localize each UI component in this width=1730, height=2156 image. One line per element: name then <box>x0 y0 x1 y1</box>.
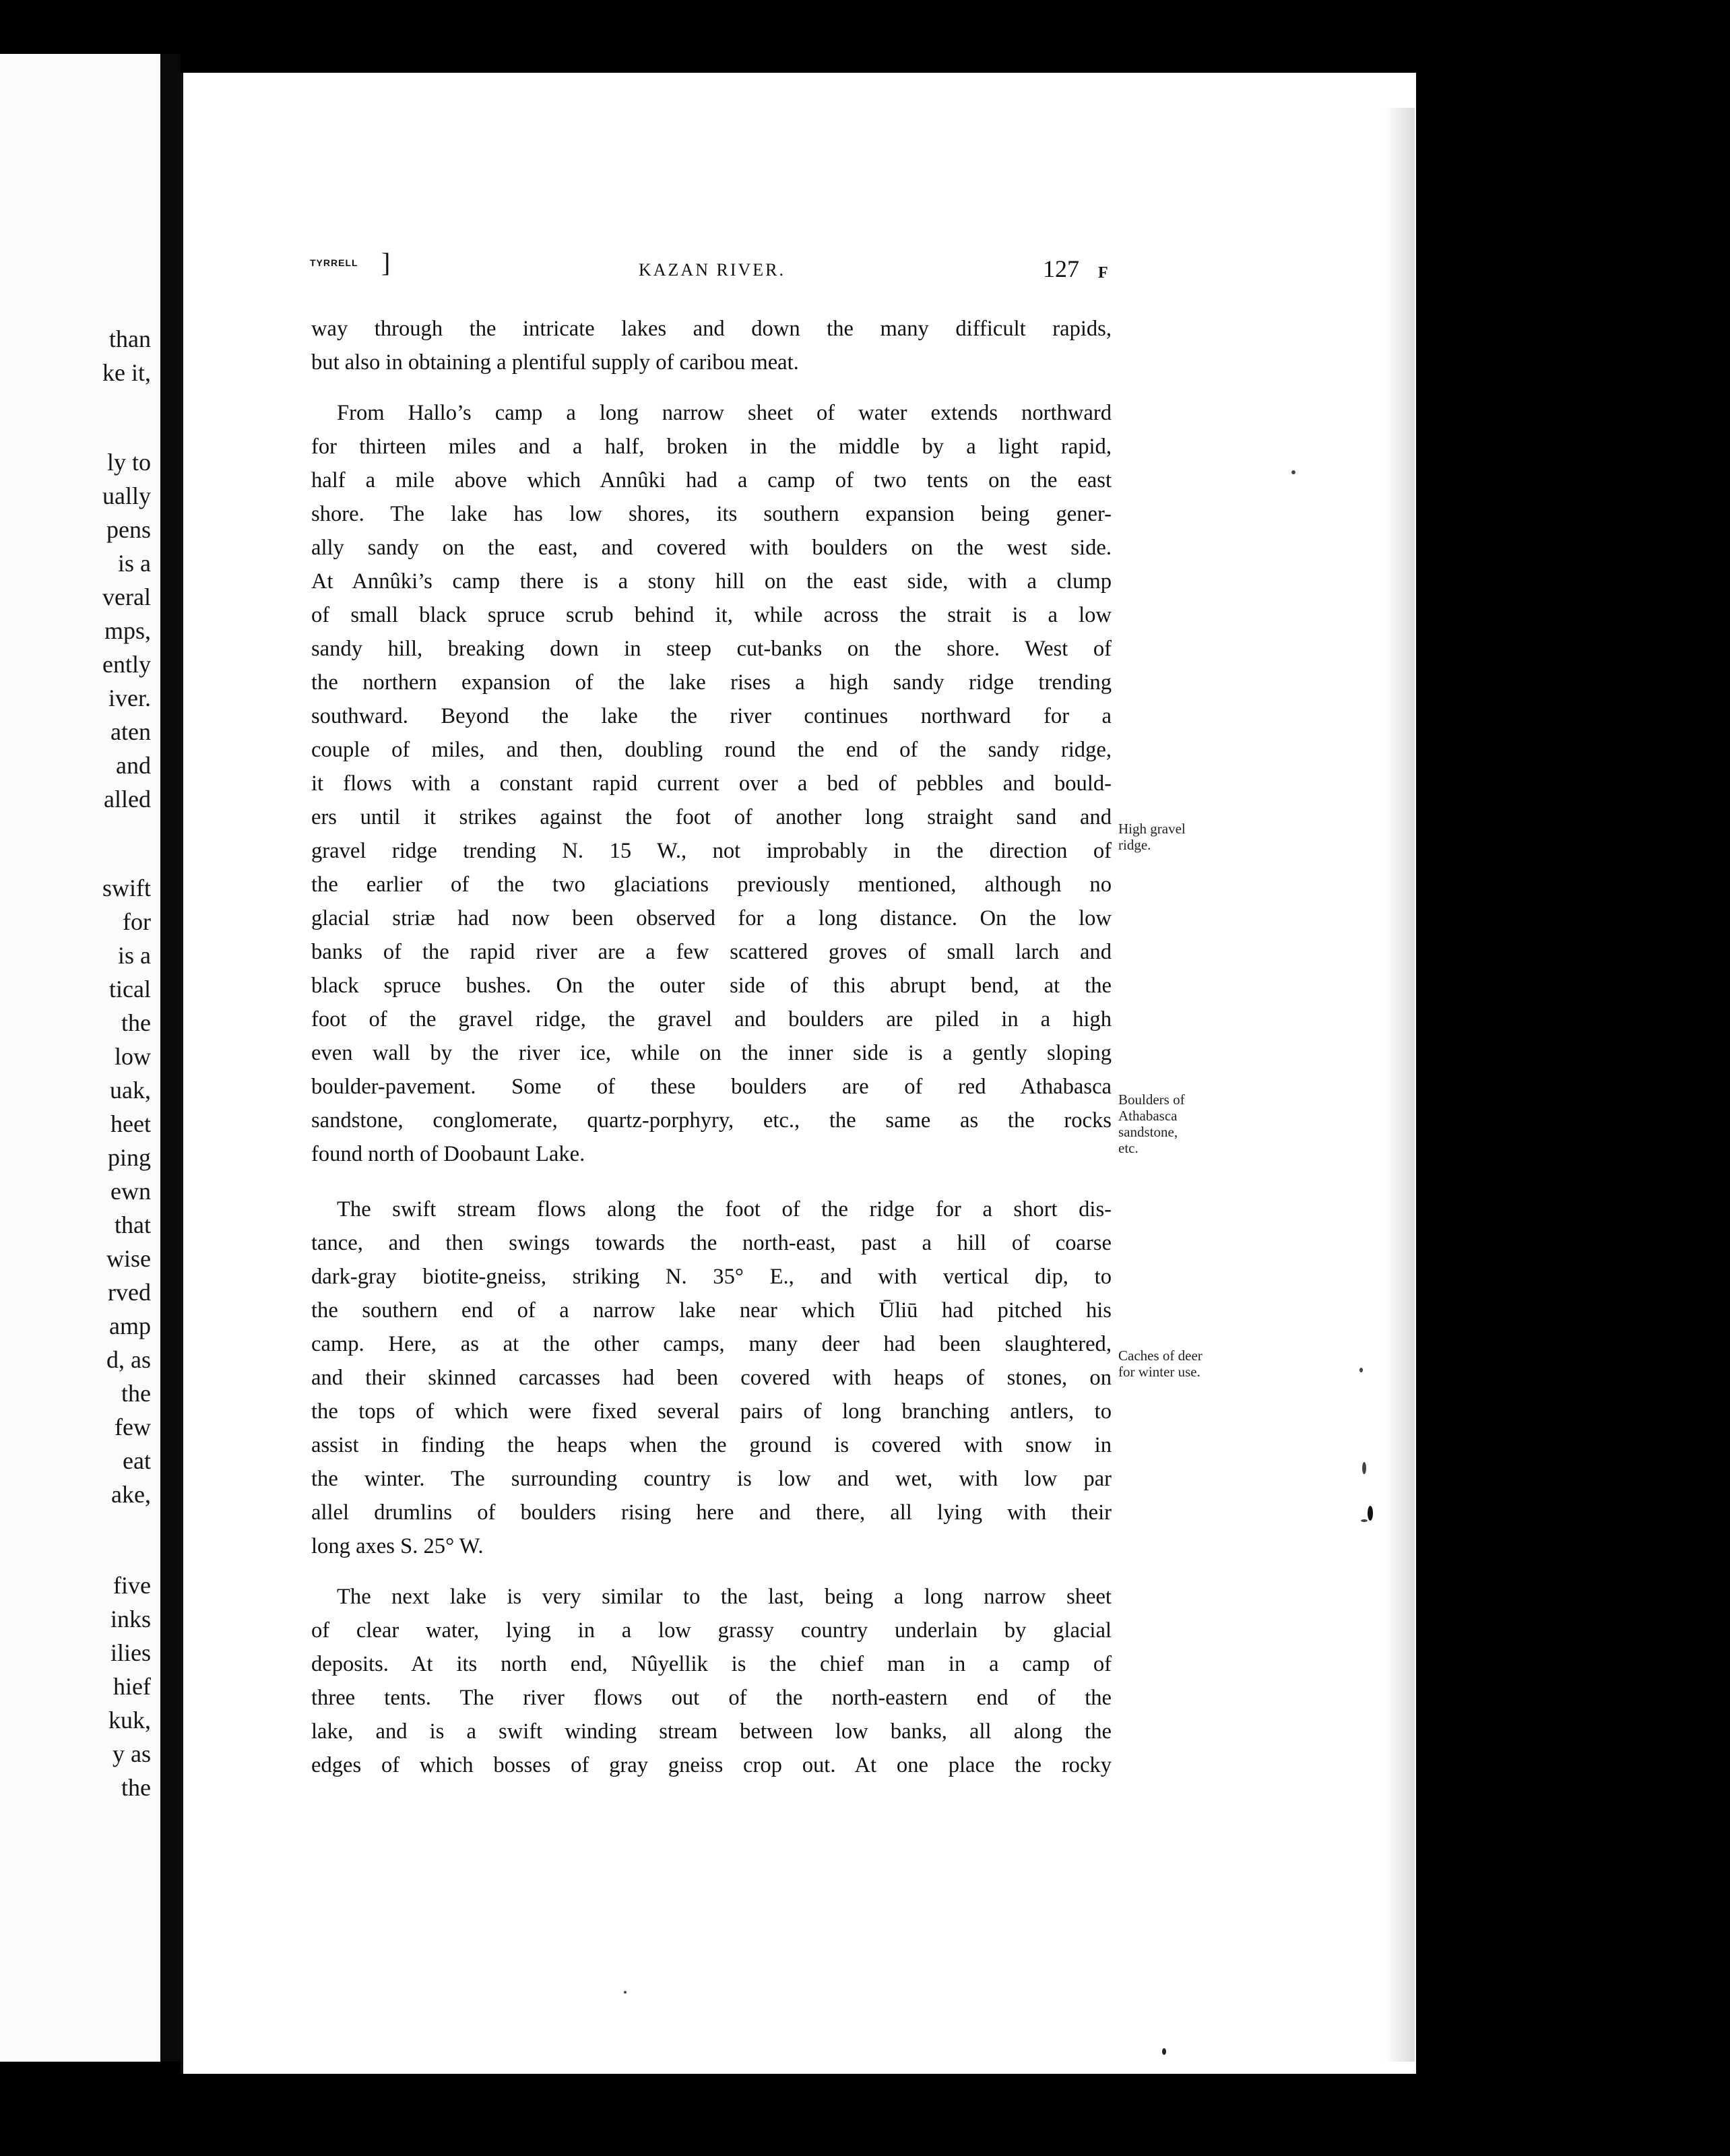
sidenote-gravel-ridge <box>1118 821 1186 853</box>
facing-page-fragment: ually <box>102 482 151 509</box>
text-line: the tops of which were fixed several pairs of long branching antlers, to <box>311 1399 1112 1424</box>
text-line: assist in finding the heaps when the ground is covered with snow in <box>311 1433 1112 1457</box>
text-line: tance, and then swings towards the north-east, past a hill of coarse <box>311 1231 1112 1255</box>
text-line: and their skinned carcasses had been covered with heaps of stones, on <box>311 1366 1112 1390</box>
facing-page-fragment: the <box>121 1009 151 1036</box>
text-line: shore. The lake has low shores, its southern expansion being gener- <box>311 502 1112 526</box>
facing-page-fragment: is a <box>118 942 151 969</box>
text-line: black spruce bushes. On the outer side of this abrupt bend, at the <box>311 974 1112 998</box>
text-line: it flows with a constant rapid current over a bed of pebbles and bould- <box>311 771 1112 796</box>
facing-page-fragment: five <box>113 1572 151 1599</box>
text-line: couple of miles, and then, doubling round the end of the sandy ridge, <box>311 738 1112 762</box>
text-line: allel drumlins of boulders rising here and there, all lying with their <box>311 1500 1112 1525</box>
facing-page-fragment: the <box>121 1380 151 1407</box>
facing-page-fragment: ping <box>107 1144 151 1171</box>
facing-page-fragment: uak, <box>110 1077 151 1104</box>
text-line: From Hallo’s camp a long narrow sheet of water extends northward <box>337 401 1112 425</box>
facing-page-fragment: than <box>109 325 151 352</box>
text-line: of small black spruce scrub behind it, while across the strait is a low <box>311 603 1112 627</box>
text-line: sandy hill, breaking down in steep cut-banks on the shore. West of <box>311 637 1112 661</box>
text-line: half a mile above which Annûki had a camp of two tents on the east <box>311 468 1112 493</box>
facing-page-fragment: ake, <box>111 1481 151 1508</box>
book-gutter <box>160 54 181 2062</box>
text-line: even wall by the river ice, while on the inner side is a gently sloping <box>311 1041 1112 1065</box>
text-line: camp. Here, as at the other camps, many deer had been slaughtered, <box>311 1332 1112 1356</box>
facing-page-fragment: few <box>115 1414 151 1440</box>
page-part-letter: F <box>1098 264 1108 282</box>
text-line: but also in obtaining a plentiful supply of caribou meat. <box>311 350 799 375</box>
scan-speck <box>1359 1368 1363 1372</box>
text-line: sandstone, conglomerate, quartz-porphyry, etc., the same as the rocks <box>311 1108 1112 1133</box>
text-line: southward. Beyond the lake the river continues northward for a <box>311 704 1112 728</box>
facing-page-fragment: ly to <box>106 449 151 476</box>
text-line: foot of the gravel ridge, the gravel and boulders are piled in a high <box>311 1007 1112 1032</box>
sidenote-line: Athabasca <box>1118 1108 1178 1124</box>
text-line: lake, and is a swift winding stream between low banks, all along the <box>311 1719 1112 1744</box>
sidenote-line: etc. <box>1118 1140 1139 1157</box>
facing-page-fragment: d, as <box>106 1346 151 1373</box>
text-line: way through the intricate lakes and down the many difficult rapids, <box>311 317 1112 341</box>
sidenote-line: Caches of deer <box>1118 1348 1203 1364</box>
facing-page-fragment: veral <box>102 583 151 610</box>
scan-speck <box>624 1991 627 1994</box>
running-head-author: TYRRELL <box>310 257 358 268</box>
running-head-bracket: ] <box>381 247 391 278</box>
text-line: ally sandy on the east, and covered with boulders on the west side. <box>311 536 1112 560</box>
text-line: boulder-pavement. Some of these boulders are of red Athabasca <box>311 1075 1112 1099</box>
facing-page-fragment: swift <box>102 875 151 901</box>
running-head-title: KAZAN RIVER. <box>639 260 786 280</box>
text-line: The swift stream flows along the foot of the ridge for a short dis- <box>337 1197 1112 1222</box>
facing-page-fragment: amp <box>109 1312 151 1339</box>
facing-page-fragment: ilies <box>110 1639 151 1666</box>
scan-speck <box>1162 2048 1166 2055</box>
sidenote-line: for winter use. <box>1118 1364 1200 1381</box>
sidenote-line: sandstone, <box>1118 1124 1178 1141</box>
facing-page-fragment: alled <box>104 786 151 813</box>
text-line: the northern expansion of the lake rises a high sandy ridge trending <box>311 670 1112 695</box>
page-number: 127 <box>1043 255 1079 282</box>
facing-page-edge <box>0 54 162 2062</box>
text-line: the southern end of a narrow lake near which Ūliū had pitched his <box>311 1298 1112 1323</box>
facing-page-fragment: iver. <box>108 685 151 711</box>
facing-page-fragment: hief <box>113 1673 151 1700</box>
facing-page-fragment: y as <box>113 1740 151 1767</box>
facing-page-fragment: kuk, <box>108 1707 151 1734</box>
text-line: deposits. At its north end, Nûyellik is the chief man in a camp of <box>311 1652 1112 1676</box>
facing-page-fragment: ewn <box>110 1178 151 1205</box>
facing-page-fragment: tical <box>109 976 151 1003</box>
text-line: for thirteen miles and a half, broken in the middle by a light rapid, <box>311 435 1112 459</box>
scan-speck <box>1362 1462 1366 1474</box>
facing-page-fragment: and <box>116 752 151 779</box>
text-line: three tents. The river flows out of the north-eastern end of the <box>311 1686 1112 1710</box>
text-line: the earlier of the two glaciations previously mentioned, although no <box>311 873 1112 897</box>
text-line: of clear water, lying in a low grassy country underlain by glacial <box>311 1618 1112 1643</box>
facing-page-fragment: aten <box>110 718 151 745</box>
sidenote-caches <box>1118 1348 1203 1380</box>
text-line: long axes S. 25° W. <box>311 1534 484 1558</box>
facing-page-fragment: ently <box>102 651 151 678</box>
facing-page-fragment: mps, <box>104 617 151 644</box>
facing-page-fragment: eat <box>123 1447 151 1474</box>
scan-speck <box>1361 1519 1368 1522</box>
facing-page-fragment: is a <box>118 550 151 577</box>
sidenote-line: High gravel <box>1118 821 1186 837</box>
facing-page-fragment: ke it, <box>102 359 151 386</box>
facing-page-fragment: for <box>123 908 151 935</box>
facing-page-fragment: pens <box>106 516 151 543</box>
text-line: ers until it strikes against the foot of another long straight sand and <box>311 805 1112 829</box>
facing-page-fragment: heet <box>110 1110 151 1137</box>
facing-page-fragment: low <box>115 1043 151 1070</box>
sidenote-boulders <box>1118 1091 1185 1157</box>
text-line: edges of which bosses of gray gneiss crop out. At one place the rocky <box>311 1753 1112 1777</box>
text-line: banks of the rapid river are a few scattered groves of small larch and <box>311 940 1112 964</box>
page-edge-shadow <box>1384 108 1415 2062</box>
facing-page-fragment: rved <box>108 1279 151 1306</box>
facing-page-fragment: that <box>115 1211 151 1238</box>
scan-speck <box>1368 1506 1373 1521</box>
facing-page-fragment: inks <box>110 1606 151 1632</box>
sidenote-line: Boulders of <box>1118 1091 1185 1108</box>
text-line: found north of Doobaunt Lake. <box>311 1142 585 1166</box>
sidenote-line: ridge. <box>1118 837 1151 854</box>
text-line: the winter. The surrounding country is low and wet, with low par <box>311 1467 1112 1491</box>
text-line: dark-gray biotite-gneiss, striking N. 35° E., and with vertical dip, to <box>311 1265 1112 1289</box>
facing-page-fragment: wise <box>106 1245 151 1272</box>
text-line: At Annûki’s camp there is a stony hill on the east side, with a clump <box>311 569 1112 594</box>
scan-speck <box>1291 470 1295 474</box>
text-line: gravel ridge trending N. 15 W., not improbably in the direction of <box>311 839 1112 863</box>
facing-page-fragment: the <box>121 1774 151 1801</box>
text-line: glacial striæ had now been observed for a long distance. On the low <box>311 906 1112 930</box>
text-line: The next lake is very similar to the last, being a long narrow sheet <box>337 1585 1112 1609</box>
